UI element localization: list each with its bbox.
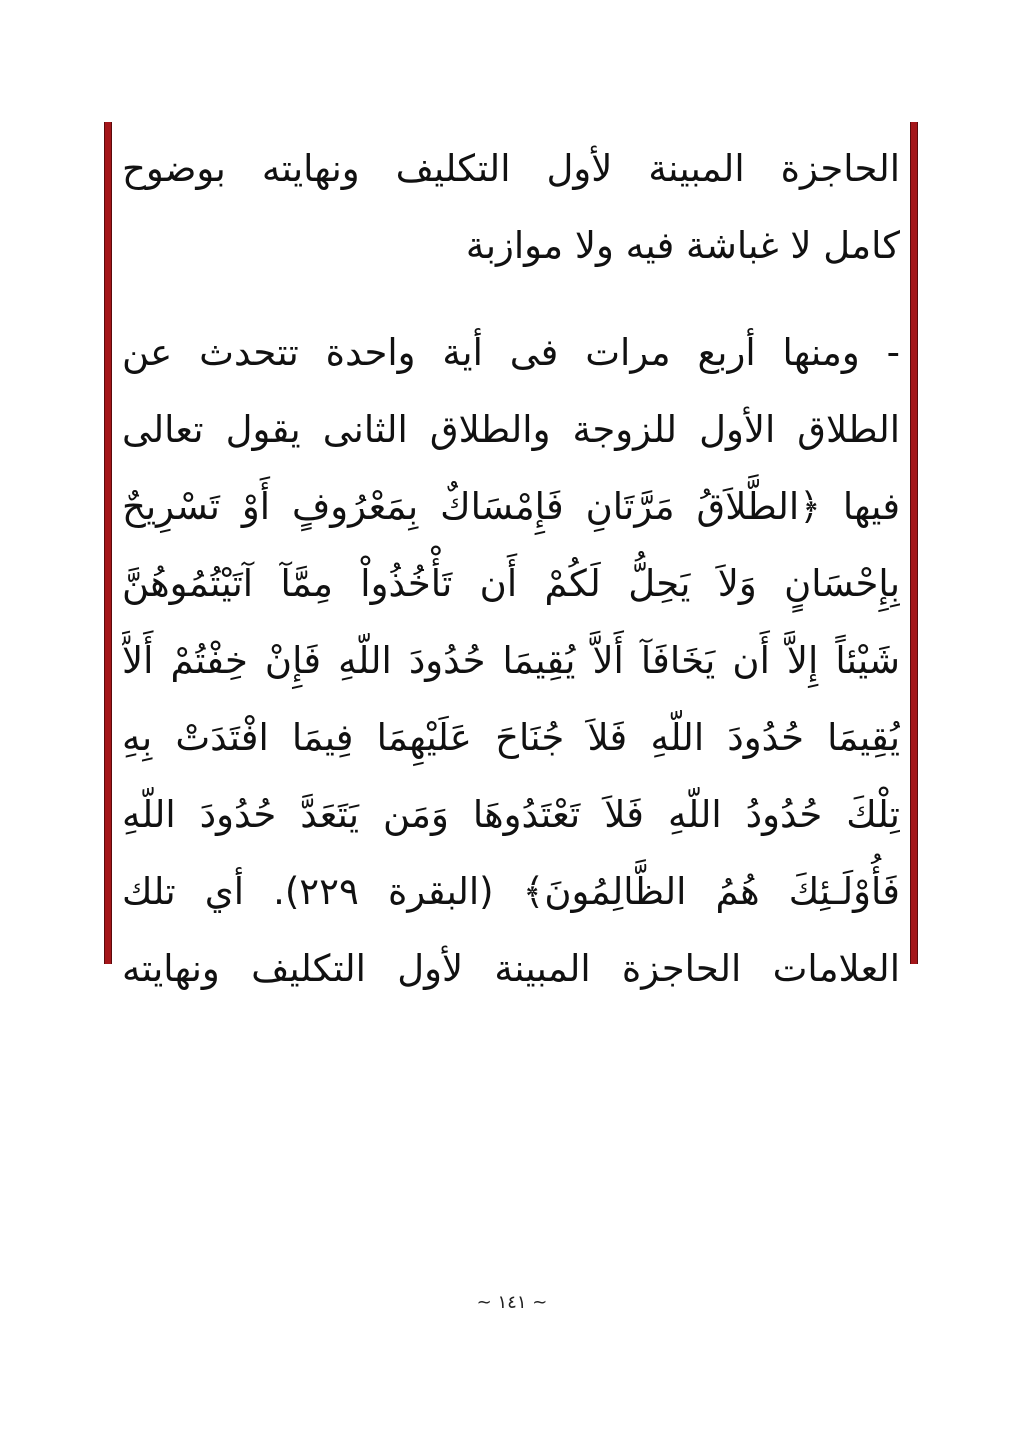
text-line: فيها ﴿الطَّلاَقُ مَرَّتَانِ فَإِمْسَاكٌ بِمَعْرُوفٍ أَوْ تَسْرِيحٌ xyxy=(122,485,900,528)
page-frame xyxy=(104,122,918,990)
left-border-rule xyxy=(104,122,112,964)
text-line: تِلْكَ حُدُودُ اللّهِ فَلاَ تَعْتَدُوهَا وَمَن يَتَعَدَّ حُدُودَ اللّهِ xyxy=(122,793,900,836)
text-line: الطلاق الأول للزوجة والطلاق الثانى يقول تعالى xyxy=(122,408,900,451)
text-line: شَيْئاً إِلاَّ أَن يَخَافَآ أَلاَّ يُقِيمَا حُدُودَ اللّهِ فَإِنْ خِفْتُمْ أَلاَّ xyxy=(122,639,900,682)
body-text xyxy=(122,130,900,1007)
right-border-rule xyxy=(910,122,918,964)
text-line: العلامات الحاجزة المبينة لأول التكليف ونهايته xyxy=(122,947,900,990)
text-line: - ومنها أربع مرات فى أية واحدة تتحدث عن xyxy=(122,331,900,374)
paragraph-gap xyxy=(122,284,900,314)
text-line: فَأُوْلَـئِكَ هُمُ الظَّالِمُونَ﴾ (البقرة ٢٢٩). أي تلك xyxy=(122,870,900,913)
text-line: كامل لا غباشة فيه ولا موازبة xyxy=(465,224,900,267)
text-line: بِإِحْسَانٍ وَلاَ يَحِلُّ لَكُمْ أَن تَأْخُذُواْ مِمَّآ آتَيْتُمُوهُنَّ xyxy=(122,562,900,605)
text-line: الحاجزة المبينة لأول التكليف ونهايته بوضوح xyxy=(122,147,900,190)
page-number: ~ ١٤١ ~ xyxy=(476,1292,548,1313)
text-line: يُقِيمَا حُدُودَ اللّهِ فَلاَ جُنَاحَ عَلَيْهِمَا فِيمَا افْتَدَتْ بِهِ xyxy=(122,716,900,759)
